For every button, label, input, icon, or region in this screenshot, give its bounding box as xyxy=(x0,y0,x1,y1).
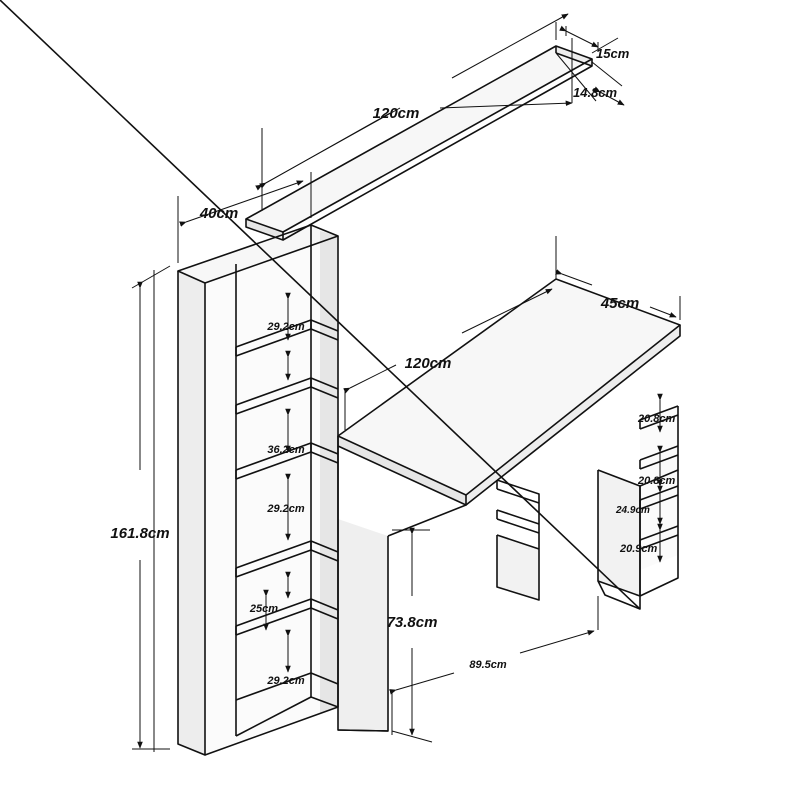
dim-bookcase-shelf-2: 36.2cm xyxy=(267,444,305,456)
dim-desk-depth: 45cm xyxy=(600,295,640,312)
dim-shelf-length-top: 120cm xyxy=(372,105,420,122)
dim-total-height: 161.8cm xyxy=(110,525,170,542)
dim-desk-height: 73.8cm xyxy=(386,614,438,631)
dim-desk-clear-width: 89.5cm xyxy=(469,659,507,671)
dim-shelf-thickness-top: 14.8cm xyxy=(573,85,618,100)
dim-side-shelf-1: 20.8cm xyxy=(638,413,676,425)
furniture-body-fills xyxy=(178,46,680,755)
dim-bookcase-shelf-3: 29.2cm xyxy=(267,503,305,515)
dim-bookcase-shelf-5: 29.2cm xyxy=(267,675,305,687)
dim-bookcase-shelf-4: 25cm xyxy=(249,603,279,615)
dim-shelf-depth-top: 15cm xyxy=(596,46,630,61)
dim-desk-top-length: 120cm xyxy=(404,355,452,372)
dim-bookcase-shelf-1: 29.2cm xyxy=(267,321,305,333)
dim-bookcase-depth: 40cm xyxy=(199,205,239,222)
dim-side-shelf-2: 20.8cm xyxy=(638,475,676,487)
dim-side-shelf-4: 20.9cm xyxy=(620,543,658,555)
dim-side-shelf-3: 24.9cm xyxy=(616,505,650,516)
